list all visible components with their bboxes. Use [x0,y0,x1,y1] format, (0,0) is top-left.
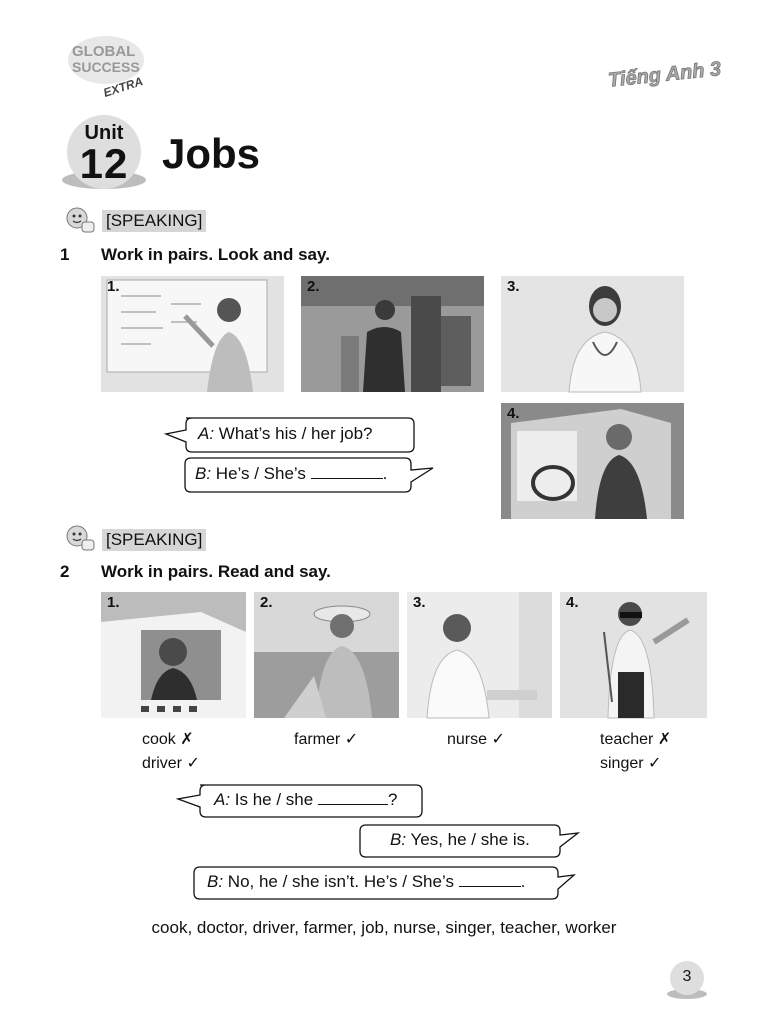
photo-number: 1. [107,594,120,611]
word-bank: cook, doctor, driver, farmer, job, nurse, singer, teacher, worker [151,918,617,937]
speaking-icon [64,206,96,236]
check-mark: ✓ [648,755,662,772]
cross-mark: ✗ [657,731,672,748]
question-end: ? [387,790,398,809]
tieng-anh-logo [604,56,723,92]
photo-nurse [407,592,552,718]
speaker-b: B: [195,464,212,483]
speaker-b: B: [207,872,224,891]
option-teacher: teacher ✗ [600,731,672,748]
section-1-tag: [SPEAKING] [102,210,206,232]
photo-teacher [101,276,284,392]
speaker-a: A: [214,790,231,809]
speech-bubble-answer [183,456,435,496]
question-blank [318,790,388,805]
page-title: Jobs [162,130,261,177]
photo-singer [560,592,707,718]
section-2-tag: [SPEAKING] [102,529,206,551]
exercise-1-number: 1 [60,245,70,264]
speech-bubble-question [176,783,426,821]
speaker-b: B: [390,830,407,849]
page-number: 3 [682,968,692,985]
question-text: What’s his / her job? [214,424,373,443]
photo-farmer [254,592,399,718]
logo-text-line2: SUCCESS [72,59,140,75]
logo-text-line1: GLOBAL [72,43,136,60]
speaker-a: A: [198,424,215,443]
photo-doctor [501,276,684,392]
photo-worker [301,276,484,392]
no-answer-blank [459,872,521,887]
no-answer-text: No, he / she isn’t. He’s / She’s [223,872,459,891]
exercise-2-instruction: Work in pairs. Read and say. [101,562,331,581]
photo-number: 1. [107,278,120,295]
photo-number: 2. [307,278,320,295]
answer-text: He’s / She’s [211,464,311,483]
check-mark: ✓ [186,755,200,772]
no-answer-end: . [520,872,526,891]
photo-driver [501,403,684,519]
logo-text-line3: EXTRA [101,74,145,100]
check-mark: ✓ [491,731,505,748]
exercise-2-number: 2 [60,562,70,581]
option-cook: cook ✗ [142,731,194,748]
option-driver: driver ✓ [142,755,200,772]
exercise-1-instruction: Work in pairs. Look and say. [101,245,330,264]
option-farmer: farmer ✓ [294,731,359,748]
photo-number: 3. [507,278,520,295]
speech-bubble-question [164,416,416,456]
speech-bubble-no [192,865,576,903]
check-mark: ✓ [344,731,359,748]
unit-label: Unit [84,122,124,144]
cross-mark: ✗ [180,731,194,748]
option-singer: singer ✓ [600,755,662,772]
speaking-icon [64,524,96,554]
yes-answer-text: Yes, he / she is. [406,830,530,849]
answer-blank [311,464,383,479]
photo-number: 3. [413,594,426,611]
photo-number: 2. [260,594,273,611]
tieng-anh-text: Tiếng Anh 3 [607,58,723,92]
photo-number: 4. [566,594,579,611]
question-text: Is he / she [230,790,318,809]
answer-end: . [382,464,388,483]
photo-number: 4. [507,405,520,422]
option-nurse: nurse ✓ [447,731,505,748]
speech-bubble-yes [358,823,580,861]
global-success-logo [66,34,158,100]
unit-number: 12 [79,140,129,187]
photo-taxi-driver [101,592,246,718]
